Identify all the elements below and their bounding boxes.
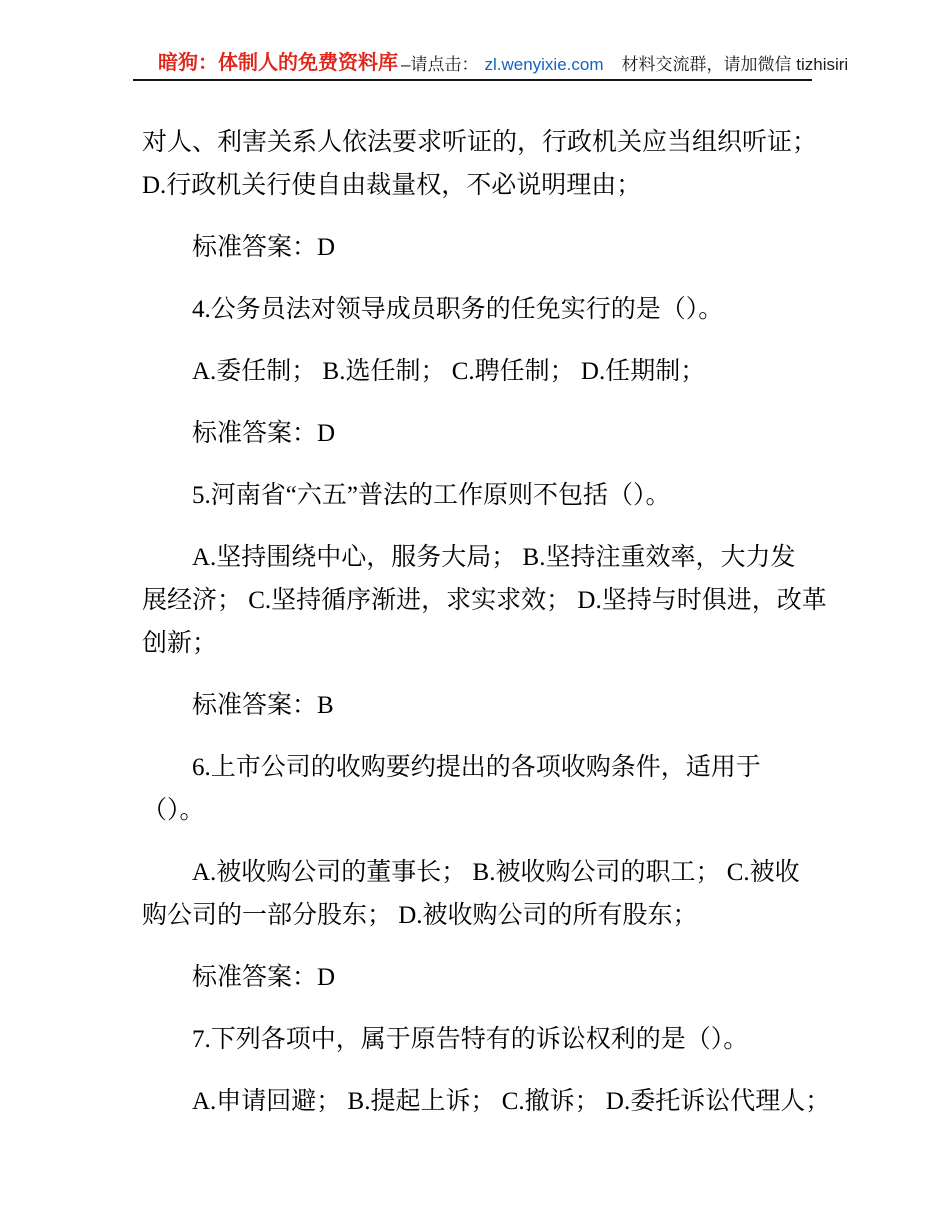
options-line: A.申请回避； B.提起上诉； C.撤诉； D.委托诉讼代理人； (192, 1088, 831, 1115)
options-line: A.坚持围绕中心，服务大局； B.坚持注重效率，大力发 (192, 544, 796, 571)
paragraph-q6-options (142, 851, 818, 937)
click-prompt: –请点击： (401, 55, 479, 74)
paragraph-q5-question (142, 474, 818, 517)
options-line: 创新； (142, 630, 218, 657)
answer-line: 标准答案：B (192, 692, 334, 719)
answer-line: 标准答案：D (192, 964, 336, 991)
paragraph-q3-options-continuation (142, 121, 818, 207)
question-line: 4.公务员法对领导成员职务的任免实行的是（）。 (192, 296, 724, 323)
paragraph-q7-question (142, 1018, 818, 1061)
paragraph-q6-question (142, 746, 818, 832)
answer-line: 标准答案：D (192, 234, 336, 261)
site-brand: 暗狗：体制人的免费资料库 (158, 52, 398, 74)
site-link[interactable]: zl.wenyixie.com (484, 55, 604, 74)
paragraph-q5-options (142, 536, 827, 665)
options-line: A.委任制； B.选任制； C.聘任制； D.任期制； (192, 358, 706, 385)
question-line: 7.下列各项中，属于原告特有的诉讼权利的是（）。 (192, 1026, 749, 1053)
options-line: 购公司的一部分股东； D.被收购公司的所有股东； (142, 902, 698, 929)
paragraph-q3-answer (142, 226, 818, 269)
paragraph-q6-answer (142, 956, 818, 999)
options-line: A.被收购公司的董事长； B.被收购公司的职工； C.被收 (192, 859, 800, 886)
wechat-note: 材料交流群，请加微信 tizhisiri (621, 55, 849, 74)
text-line: 对人、利害关系人依法要求听证的，行政机关应当组织听证； (142, 129, 818, 156)
header-banner (133, 0, 849, 81)
paragraph-q4-options (142, 350, 818, 393)
paragraph-q5-answer (142, 684, 818, 727)
options-line: 展经济； C.坚持循序渐进，求实求效； D.坚持与时俱进，改革 (142, 587, 827, 614)
question-line: 6.上市公司的收购要约提出的各项收购条件，适用于 (192, 754, 761, 781)
text-line: D.行政机关行使自由裁量权，不必说明理由； (142, 172, 642, 199)
paragraph-q4-answer (142, 412, 818, 455)
paragraph-q7-options (142, 1080, 831, 1123)
document-content (142, 121, 831, 1142)
question-line: 5.河南省“六五”普法的工作原则不包括（）。 (192, 482, 671, 509)
answer-line: 标准答案：D (192, 420, 336, 447)
question-line: （）。 (142, 797, 205, 824)
paragraph-q4-question (142, 288, 818, 331)
